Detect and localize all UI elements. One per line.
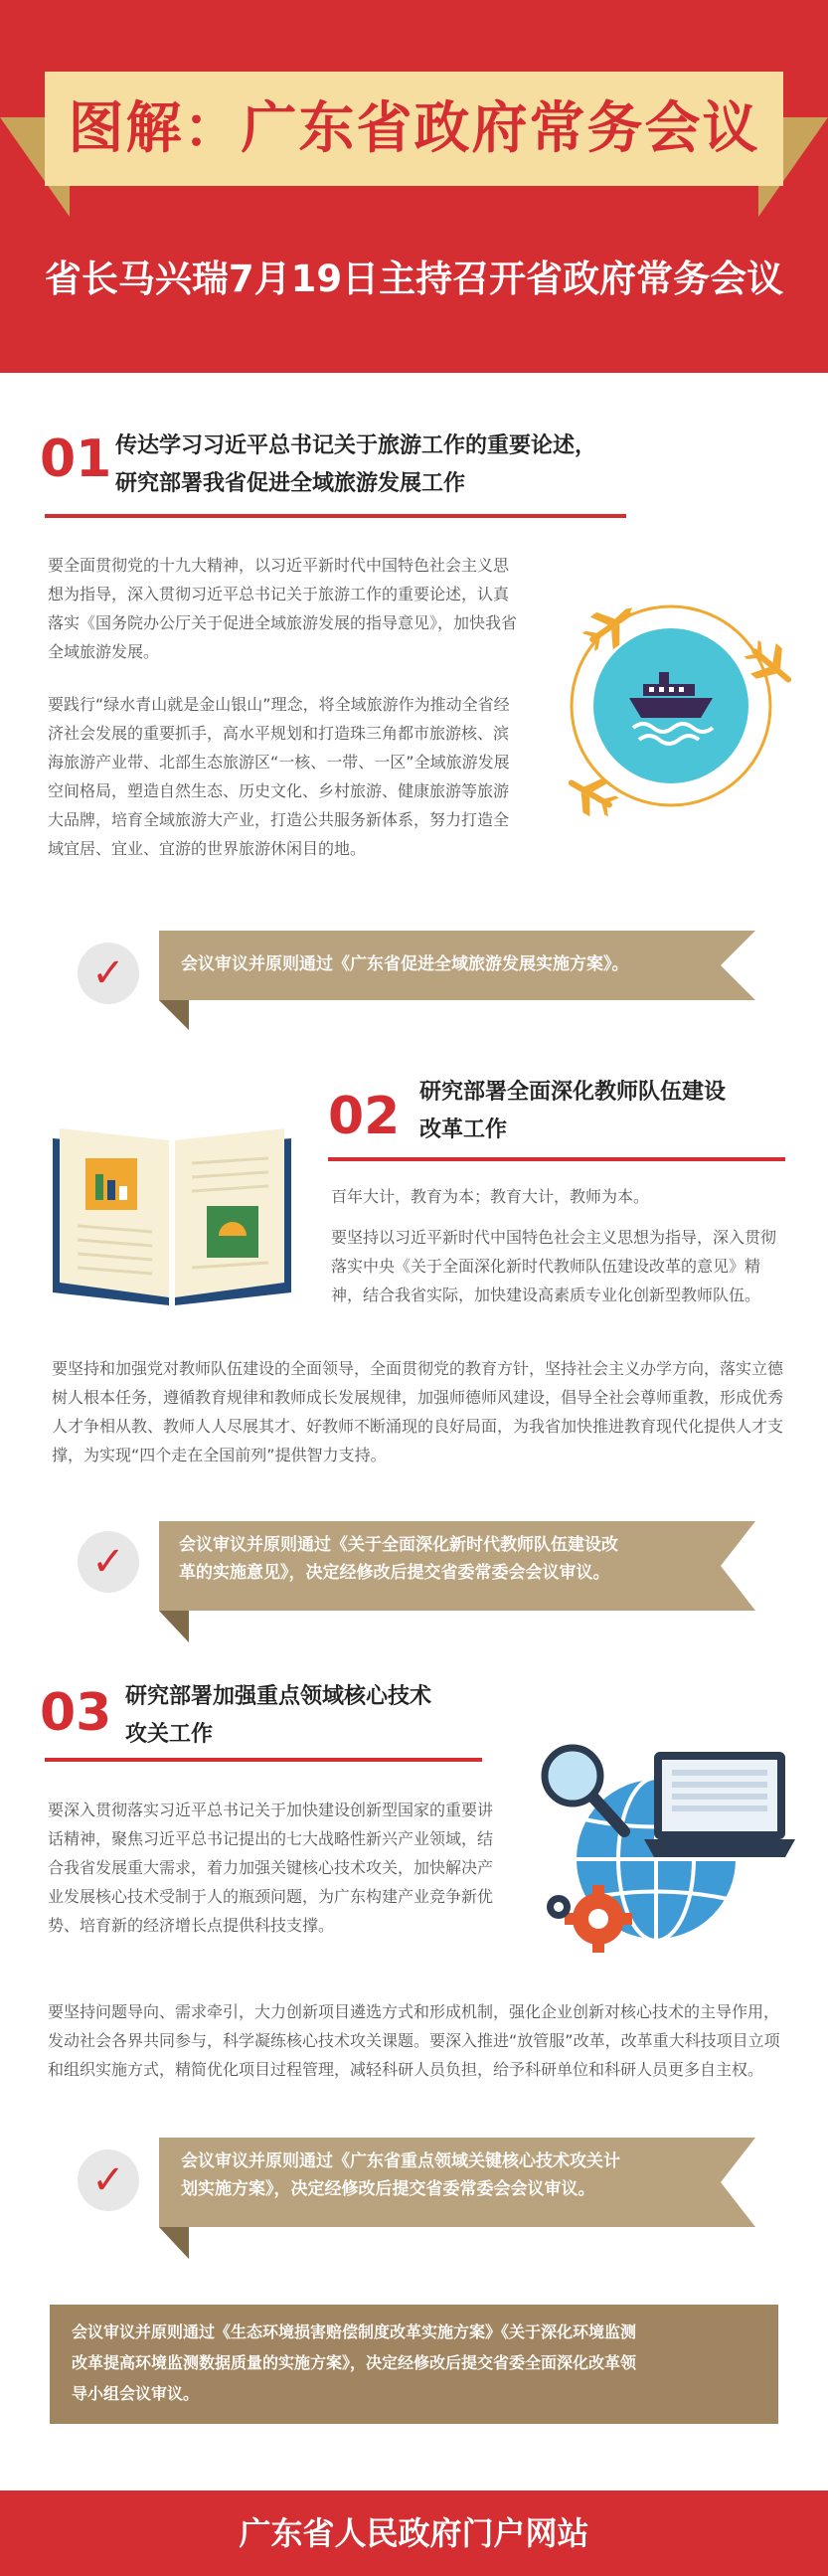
section2-decision-line1: 会议审议并原则通过《关于全面深化新时代教师队伍建设改 (179, 1535, 618, 1555)
laptop-icon (644, 1752, 795, 1857)
footer-site-name[interactable]: 广东省人民政府门户网站 (0, 2490, 828, 2576)
section1-title-line2: 研究部署我省促进全域旅游发展工作 (115, 471, 466, 496)
section2-title-line2: 改革工作 (419, 1117, 508, 1142)
section3-para1: 要深入贯彻落实习近平总书记关于加快建设创新型国家的重要讲话精神，聚焦习近平总书记提出的七大战略性新兴产业领域，结合我省发展重大需求，着力加强关键核心技术攻关，加快解决产业发展核心技术受制于人的瓶颈问题，为广东构建产业竞争新优势、培育新的经济增长点提供科技支撑。 (48, 1801, 494, 1935)
page-title: 图解：广东省政府常务会议 (68, 96, 760, 161)
decision-banner-shape (159, 931, 755, 1030)
section3-decision-line2: 划实施方案》，决定经修改后提交省委常委会会议审议。 (181, 2179, 595, 2199)
section2-title (419, 1074, 797, 1149)
section3-title-line1: 研究部署加强重点领域核心技术 (125, 1684, 432, 1709)
section1-number: 01 (40, 429, 112, 489)
open-book-icon (48, 1118, 296, 1307)
section1-title-line1: 传达学习习近平总书记关于旅游工作的重要论述， (115, 433, 597, 458)
tech-illustration (537, 1740, 805, 1969)
airplane-icon (559, 765, 623, 825)
section1-decision: 会议审议并原则通过《广东省促进全域旅游发展实施方案》。 (181, 954, 629, 974)
section1-para2: 要践行“绿水青山就是金山银山”理念，将全域旅游作为推动全省经济社会发展的重要抓手，高水平规划和打造珠三角都市旅游核、滨海旅游产业带、北部生态旅游区“一核、一带、一区”全域旅游发展空间格局，塑造自然生态、历史文化、乡村旅游、健康旅游等旅游大品牌，培育全域旅游大产业，打造公共服务新体系，努力打造全域宜居、宜业、宜游的世界旅游休闲目的地。 (48, 695, 510, 858)
section3-para2: 要坚持问题导向、需求牵引，大力创新项目遴选方式和形成机制，强化企业创新对核心技术的主导作用，发动社会各界共同参与，科学凝练核心技术攻关课题。要深入推进“放管服”改革，改革重大科技项目立项和组织实施方式，精简优化项目过程管理，减轻科研人员负担，给予科研单位和科研人员更多自主权。 (48, 2002, 780, 2079)
final-decision-line2: 改革提高环境监测数据质量的实施方案》，决定经修改后提交省委全面深化改革领 (72, 2353, 637, 2372)
section2-para3: 要坚持和加强党对教师队伍建设的全面领导，全面贯彻党的教育方针，坚持社会主义办学方向，落实立德树人根本任务，遵循教育规律和教师成长发展规律，加强师德师风建设，倡导全社会尊师重教，形成优秀人才争相从教、教师人人尽展其才、好教师不断涌现的良好局面，为我省加快推进教育现代化提供人才支撑，为实现“四个走在全国前列”提供智力支持。 (52, 1359, 784, 1464)
section2-title-line1: 研究部署全面深化教师队伍建设 (419, 1080, 727, 1105)
page-subtitle: 省长马兴瑞7月19日主持召开省政府常务会议 (44, 258, 784, 300)
section3-title-line2: 攻关工作 (125, 1722, 214, 1747)
travel-illustration (542, 587, 800, 835)
check-icon: ✓ (91, 950, 125, 996)
section2-number: 02 (328, 1087, 401, 1146)
section2-decision (179, 1531, 716, 1587)
check-icon: ✓ (91, 2157, 125, 2203)
section3-decision-line1: 会议审议并原则通过《广东省重点领域关键核心技术攻关计 (181, 2151, 620, 2171)
section3-decision (181, 2147, 718, 2203)
section1-title (115, 428, 751, 503)
section2-divider (328, 1157, 785, 1161)
section2-para2: 要坚持以习近平新时代中国特色社会主义思想为指导，深入贯彻落实中央《关于全面深化新时代教师队伍建设改革的意见》精神，结合我省实际，加快建设高素质专业化创新型教师队伍。 (331, 1228, 777, 1304)
section1-divider (45, 514, 626, 518)
section3-divider (45, 1758, 482, 1762)
section1-para1: 要全面贯彻党的十九大精神，以习近平新时代中国特色社会主义思想为指导，深入贯彻习近平总书记关于旅游工作的重要论述，认真落实《国务院办公厅关于促进全域旅游发展的指导意见》，加快我省全域旅游发展。 (48, 556, 518, 661)
section3-title (125, 1678, 523, 1754)
section3-number: 03 (40, 1683, 112, 1743)
section2-decision-line2: 革的实施意见》，决定经修改后提交省委常委会会议审议。 (179, 1563, 610, 1583)
final-decision-text (72, 2317, 767, 2409)
check-icon: ✓ (91, 1539, 125, 1585)
gear-icon (547, 1895, 571, 1919)
header-banner (0, 0, 828, 373)
final-decision-line3: 导小组会议审议。 (72, 2384, 200, 2403)
section2-para1: 百年大计，教育为本；教育大计，教师为本。 (331, 1187, 650, 1206)
final-decision-line1: 会议审议并原则通过《生态环境损害赔偿制度改革实施方案》《关于深化环境监测 (72, 2322, 637, 2341)
